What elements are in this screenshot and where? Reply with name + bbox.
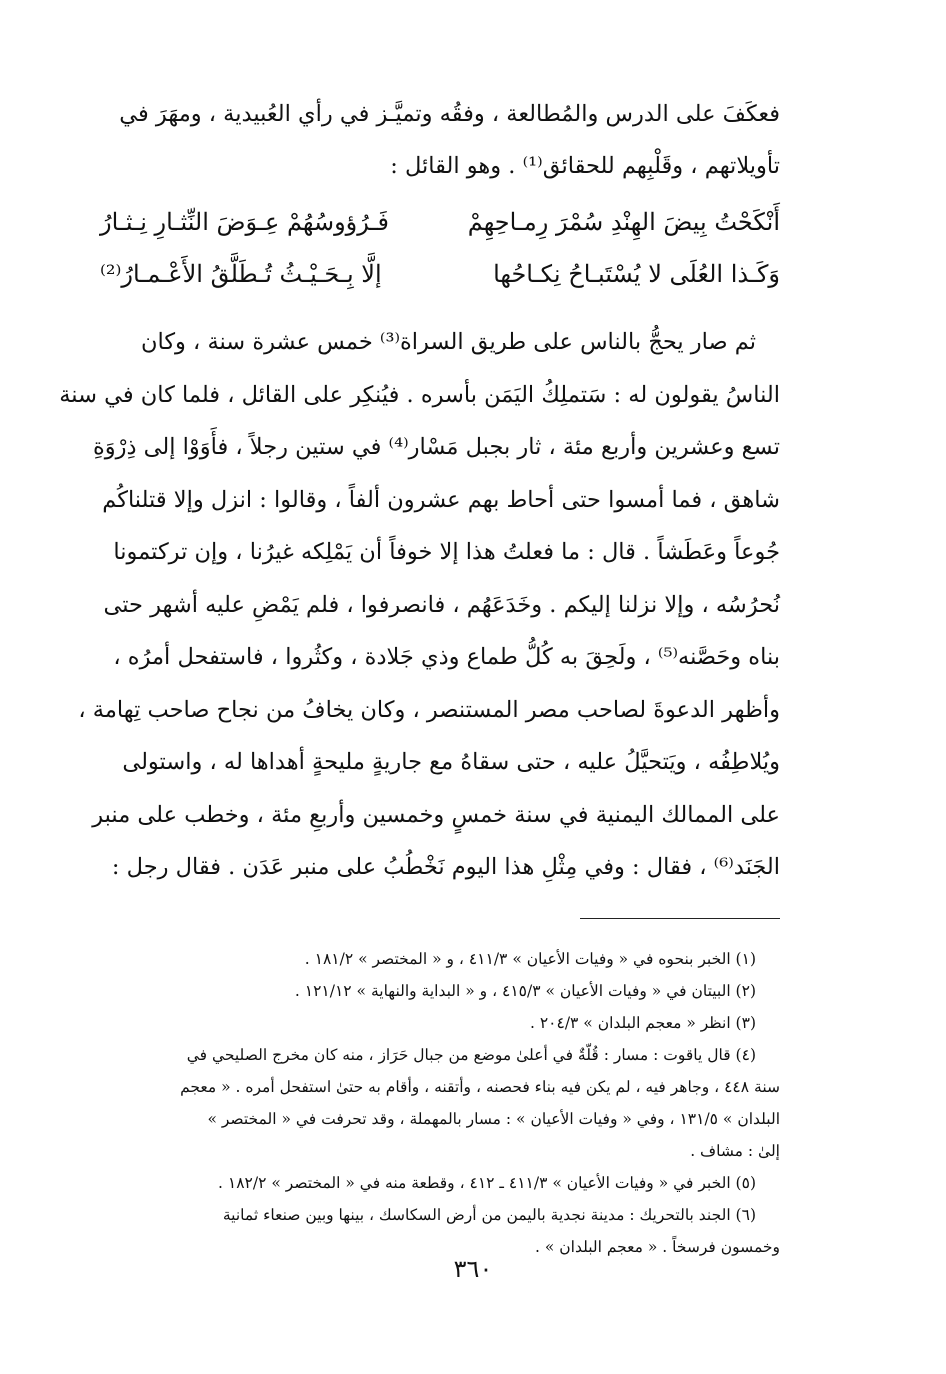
text-line: على الممالك اليمنية في سنة خمسٍ وخمسين وأربعِ مئة ، وخطب على منبر: [92, 801, 780, 828]
text-line: الناسُ يقولون له : سَتملِكُ اليَمَن بأسره . فيُنكِر على القائل ، فلما كان في سنة: [59, 381, 780, 408]
text-line: ويُلاطِفُه ، ويَتحيَّلُ عليه ، حتى سقاهُ مع جاريةٍ مليحةٍ أهداها له ، واستولى: [122, 749, 780, 775]
poem-verse: [100, 196, 780, 248]
text-line: نُحرُسُه ، وإلا نزلنا إليكم . وخَدَعَهُم ، فانصرفوا ، فلم يَمْضِ عليه أشهر حتى: [103, 591, 780, 618]
prose-paragraph: [59, 316, 780, 894]
text-line: جُوعاً وعَطَشاً . قال : ما فعلتُ هذا إلا خوفاً أن يَمْلِكه غيرُنا ، وإن تركتمونا: [113, 539, 780, 565]
text-line: بناه وحَصَّنه⁽⁵⁾ ، ولَحِقَ به كُلُّ طماع وذي جَلادة ، وكثُروا ، فاستفحل أمرُه ،: [113, 644, 780, 670]
verse-first-hemistich: أَنْكَحْتُ بِيضَ الهِنْدِ سُمْرَ رِمـاحِهِمْ: [467, 208, 780, 236]
footnote-line: (٢) البيتان في « وفيات الأعيان » ٤١٥/٣ ، و « البداية والنهاية » ١٢١/١٢ .: [294, 981, 756, 1000]
page-number: ٣٦٠: [453, 1255, 493, 1283]
verse-second-hemistich: فَـرُؤوسُهُمْ عِـوَضَ النِّثـارِ نِـثـارُ: [100, 208, 390, 236]
footnote-line: (٣) انظر « معجم البلدان » ٢٠٤/٣ .: [529, 1013, 756, 1032]
footnotes: [100, 943, 780, 1263]
footnote-line: البلدان » ١٣١/٥ ، وفي « وفيات الأعيان » : مسار بالمهملة ، وقد تحرفت في « المختصر »: [207, 1109, 780, 1128]
footnote-separator: [580, 918, 780, 919]
footnote-line: (٥) الخبر في « وفيات الأعيان » ٤١١/٣ ـ ٤١٢ ، وقطعة منه في « المختصر » ١٨٢/٢ .: [218, 1173, 756, 1192]
footnote-line: (٤) قال ياقوت : مسار : قُلّةٌ في أعلىٰ موضع من جبال حَرَاز ، منه كان مخرج الصليحي في: [186, 1045, 756, 1064]
footnote-line: (٦) الجند بالتحريك : مدينة نجدية باليمن من أرض السكاسك ، بينها وبين صنعاء ثمانية: [222, 1205, 756, 1224]
verse-first-hemistich: وَكَـذا العُلَى لا يُسْتَبـاحُ نِكـاحُها: [493, 260, 780, 288]
footnote-line: إلىٰ : مشاف .: [690, 1141, 780, 1160]
footnote-line: وخمسون فرسخاً . « معجم البلدان » .: [535, 1237, 780, 1256]
text-line: تأويلاتهم ، وقَلْبِهم للحقائق⁽¹⁾ . وهو القائل :: [390, 153, 780, 179]
text-line: وأظهر الدعوةَ لصاحب مصر المستنصر ، وكان يخافُ من نجاح صاحب تِهامة ،: [78, 696, 780, 723]
poem: [100, 196, 780, 300]
intro-paragraph: [100, 88, 780, 192]
text-line: ثم صار يحجُّ بالناس على طريق السراة⁽³⁾ خمس عشرة سنة ، وكان: [140, 329, 756, 355]
text-line: الجَنَد⁽⁶⁾ ، فقال : وفي مِثْلِ هذا اليوم نَخْطُبُ على منبر عَدَن . فقال رجل :: [111, 854, 780, 880]
book-page: [59, 88, 780, 1263]
text-line: شاهق ، فما أمسوا حتى أحاط بهم عشرون ألفاً ، وقالوا : انزل وإلا قتلناكُم: [102, 486, 780, 513]
footnote-line: (١) الخبر بنحوه في « وفيات الأعيان » ٤١١/٣ ، و « المختصر » ١٨١/٢ .: [304, 949, 756, 968]
text-line: تسع وعشرين وأربع مئة ، ثار بجبل مَسْار⁽⁴⁾ في ستين رجلاً ، فأَوَوْا إلى ذِرْوَةِ: [92, 434, 780, 460]
text-line: فعكَفَ على الدرس والمُطالعة ، وفقُه وتميَّـز في رأي العُبيدية ، ومهَرَ في: [119, 101, 780, 127]
poem-verse: [100, 248, 780, 300]
verse-second-hemistich: إلَّا بِـحَـيْـثُ تُـطَلَّقُ الأَعْـمـارُ⁽²⁾: [100, 260, 382, 288]
footnote-line: سنة ٤٤٨ ، وجاهر فيه ، لم يكن فيه بناء فحصنه ، وأتقنه ، وأقام به حتىٰ استفحل أمره . « معجم: [180, 1077, 780, 1096]
